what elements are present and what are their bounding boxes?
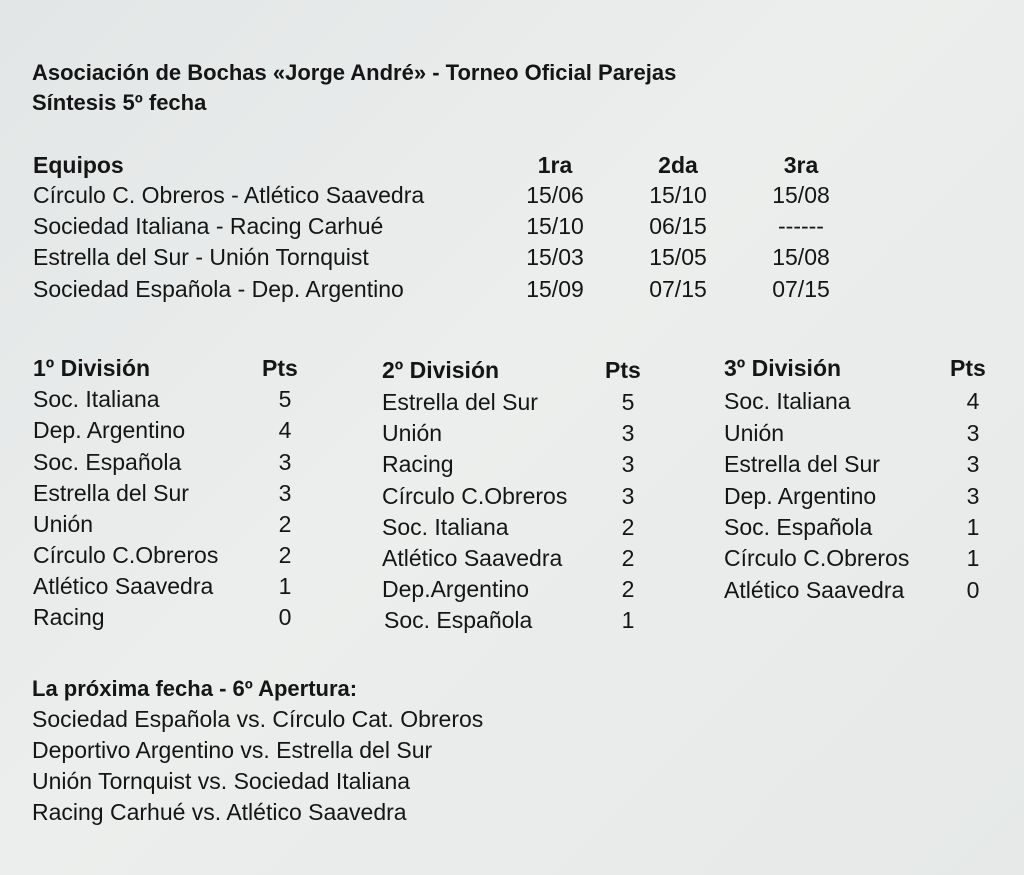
results-row-score: 15/10 [526,213,584,239]
division-3-pts-header: Pts [950,355,986,381]
results-row-teams: Estrella del Sur - Unión Tornquist [33,244,369,270]
standings-team: Estrella del Sur [382,389,538,415]
standings-team: Unión [382,420,443,446]
results-header-teams: Equipos [33,152,124,178]
standings-points: 3 [621,420,635,446]
standings-team: Dep. Argentino [33,417,186,443]
standings-points: 1 [278,573,292,599]
standings-points: 3 [621,451,635,477]
next-fixtures-heading: La próxima fecha - 6º Apertura: [32,676,358,701]
standings-team: Soc. Italiana [33,386,160,412]
standings-team: Soc. Italiana [382,514,509,540]
standings-team: Unión [33,511,94,537]
results-row-score: 15/08 [772,182,830,208]
standings-points: 2 [621,545,635,571]
division-2-pts-header: Pts [605,357,641,383]
standings-points: 5 [621,389,635,415]
standings-points: 4 [278,417,292,443]
division-1-pts-header: Pts [262,355,298,381]
standings-points: 3 [621,483,635,509]
standings-points: 5 [278,386,292,412]
fixture-item: Deportivo Argentino vs. Estrella del Sur [32,737,433,763]
document-subtitle: Síntesis 5º fecha [32,90,207,115]
results-row-score: 15/10 [649,182,707,208]
results-row-score: 06/15 [649,213,707,239]
standings-team: Dep. Argentino [724,483,877,509]
standings-points: 3 [278,480,292,506]
standings-team: Soc. Española [33,449,182,475]
results-row-score: ------ [778,213,824,239]
standings-team: Atlético Saavedra [33,573,214,599]
standings-points: 3 [966,420,980,446]
standings-team: Círculo C.Obreros [382,483,568,509]
standings-team: Racing [33,604,105,630]
results-row-teams: Sociedad Italiana - Racing Carhué [33,213,384,239]
division-1-heading: 1º División [33,355,151,381]
standings-team: Atlético Saavedra [724,577,905,603]
fixture-item: Racing Carhué vs. Atlético Saavedra [32,799,407,825]
division-2-heading: 2º División [382,357,500,383]
standings-points: 3 [278,449,292,475]
division-3-heading: 3º División [724,355,842,381]
results-row-score: 15/06 [526,182,584,208]
fixture-item: Unión Tornquist vs. Sociedad Italiana [32,768,411,794]
standings-points: 1 [966,514,980,540]
standings-team: Estrella del Sur [724,451,880,477]
standings-team: Atlético Saavedra [382,545,563,571]
results-row-score: 15/09 [526,276,584,302]
standings-team: Círculo C.Obreros [724,545,910,571]
standings-team: Soc. Italiana [724,388,851,414]
standings-points: 1 [966,545,980,571]
results-row-teams: Sociedad Española - Dep. Argentino [33,276,404,302]
results-row-score: 07/15 [649,276,707,302]
results-header-3ra: 3ra [783,152,819,178]
results-row-score: 07/15 [772,276,830,302]
standings-points: 4 [966,388,980,414]
standings-points: 2 [621,576,635,602]
standings-team: Soc. Española [384,607,533,633]
results-header-1ra: 1ra [537,152,573,178]
standings-points: 1 [621,607,635,633]
standings-points: 2 [278,542,292,568]
standings-team: Dep.Argentino [382,576,530,602]
standings-points: 3 [966,451,980,477]
results-header-2da: 2da [658,152,698,178]
results-row-score: 15/03 [526,244,584,270]
standings-team: Círculo C.Obreros [33,542,219,568]
results-row-teams: Círculo C. Obreros - Atlético Saavedra [33,182,425,208]
standings-team: Estrella del Sur [33,480,189,506]
fixture-item: Sociedad Española vs. Círculo Cat. Obreros [32,706,484,732]
standings-points: 2 [278,511,292,537]
document-title: Asociación de Bochas «Jorge André» - Torneo Oficial Parejas [32,60,677,85]
standings-team: Racing [382,451,454,477]
standings-team: Unión [724,420,785,446]
standings-team: Soc. Española [724,514,873,540]
results-row-score: 15/08 [772,244,830,270]
standings-points: 0 [278,604,292,630]
standings-points: 2 [621,514,635,540]
standings-points: 0 [966,577,980,603]
standings-points: 3 [966,483,980,509]
results-row-score: 15/05 [649,244,707,270]
